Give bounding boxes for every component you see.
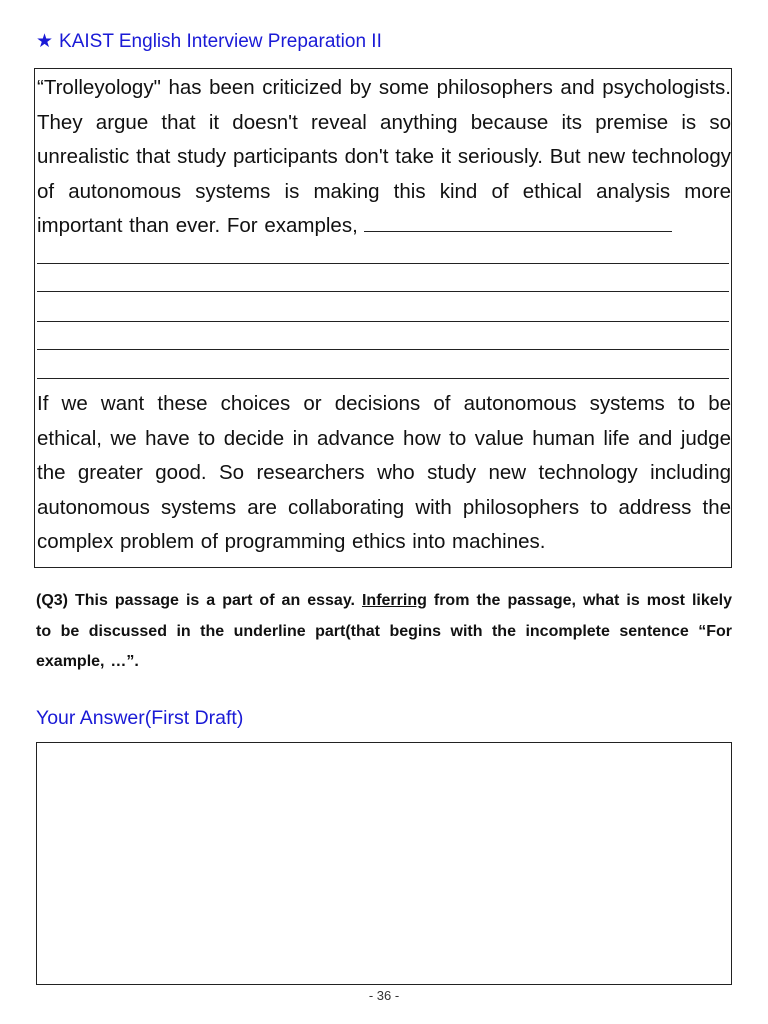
blank-line xyxy=(37,378,729,379)
question-underlined-word: Inferring xyxy=(361,592,427,609)
question-text-part-1: (Q3) This passage is a part of an essay. xyxy=(36,592,362,609)
passage-paragraph-1-text: “Trolleyology" has been criticized by some philosophers and psychologists. They argue that it doesn't reveal anything because its premise is so unrealistic that study participants don't take it seriously. But new technology of autonomous systems is making this kind of ethical analysis more important than ever. For examples, xyxy=(37,76,731,238)
blank-line xyxy=(37,349,729,350)
page-number: - 36 - xyxy=(368,988,400,1003)
passage-box xyxy=(34,68,732,568)
star-icon: ★ xyxy=(36,31,54,52)
blank-line xyxy=(37,321,729,322)
passage-paragraph-1 xyxy=(37,71,731,244)
question-prompt xyxy=(36,586,732,678)
question-text-part-2: from the passage, what is most likely to be discussed in the underline part(that begins with the incomplete sentence “For example, …”. xyxy=(36,592,733,670)
header-title: KAIST English Interview Preparation II xyxy=(59,31,382,52)
passage-paragraph-2: If we want these choices or decisions of autonomous systems to be ethical, we have to decide in advance how to value human life and judge the greater good. So researchers who study new technology including autonomous systems are collaborating with philosophers to address the complex problem of programming ethics into machines. xyxy=(37,392,731,554)
page-header xyxy=(36,30,382,53)
answer-blank-inline xyxy=(364,213,672,232)
blank-line xyxy=(37,263,729,264)
answer-box[interactable] xyxy=(36,742,732,985)
blank-line xyxy=(37,291,729,292)
answer-title: Your Answer(First Draft) xyxy=(36,707,244,729)
